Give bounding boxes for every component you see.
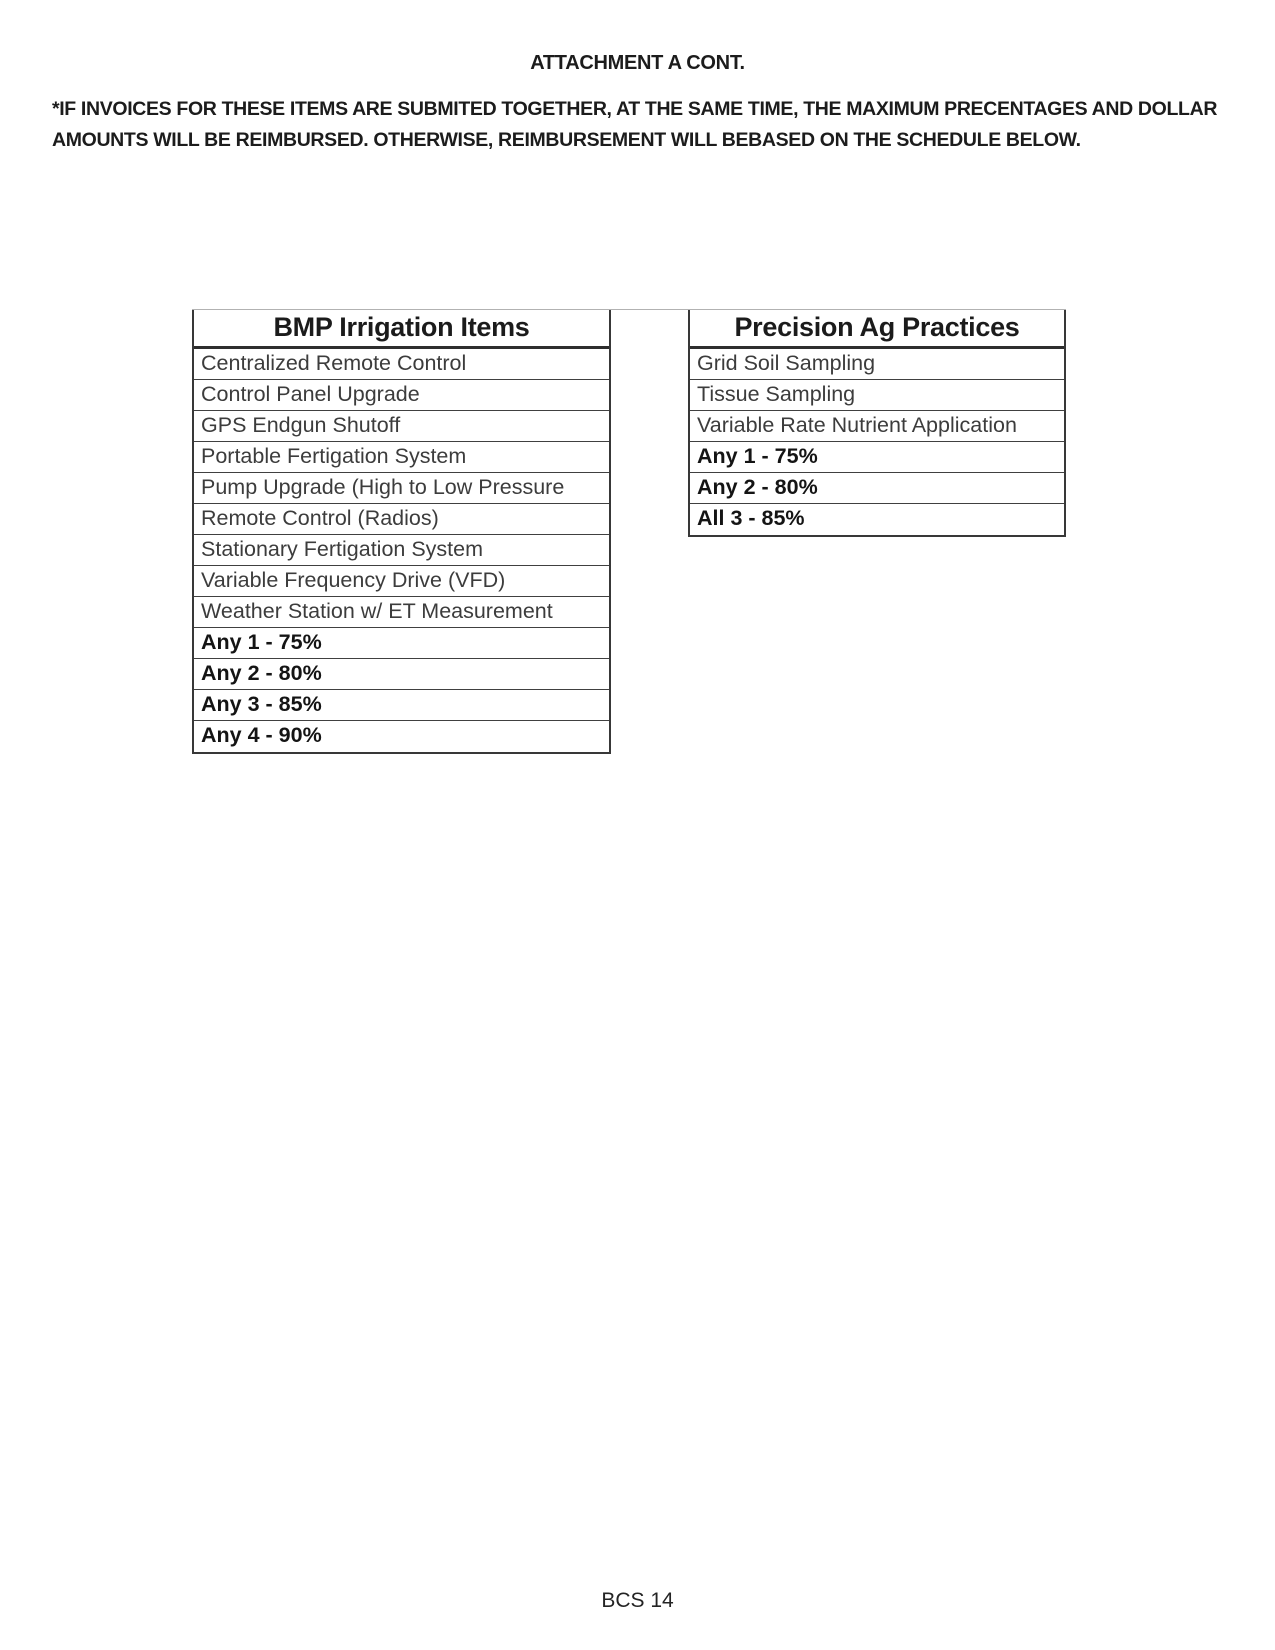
- table-row: Control Panel Upgrade: [194, 380, 609, 411]
- intro-paragraph: *IF INVOICES FOR THESE ITEMS ARE SUBMITED TOGETHER, AT THE SAME TIME, THE MAXIMUM PRECENTAGES AND DOLLAR AMOUNTS WILL BE REIMBURSED. OTHERWISE, REIMBURSEMENT WILL BEBASED ON THE SCHEDULE BELOW.: [52, 98, 1218, 151]
- table-row: Weather Station w/ ET Measurement: [194, 597, 609, 628]
- table-row: Remote Control (Radios): [194, 504, 609, 535]
- table-row: GPS Endgun Shutoff: [194, 411, 609, 442]
- table-row: Stationary Fertigation System: [194, 535, 609, 566]
- table-row-tier: Any 3 - 85%: [194, 690, 609, 721]
- table-row: Tissue Sampling: [690, 380, 1064, 411]
- bmp-table-header: BMP Irrigation Items: [194, 310, 609, 349]
- tables-region: [192, 309, 1066, 754]
- table-gap: [611, 310, 688, 320]
- table-row: Variable Frequency Drive (VFD): [194, 566, 609, 597]
- page-title: ATTACHMENT A CONT.: [530, 52, 745, 74]
- table-row-tier: Any 2 - 80%: [690, 473, 1064, 504]
- bmp-irrigation-table: [192, 310, 611, 754]
- precision-table-header: Precision Ag Practices: [690, 310, 1064, 349]
- precision-ag-table: [688, 310, 1066, 537]
- footer-page-label: BCS 14: [601, 1589, 674, 1612]
- table-row-tier: Any 4 - 90%: [201, 723, 322, 747]
- table-row: Pump Upgrade (High to Low Pressure: [194, 473, 609, 504]
- table-row-tier: All 3 - 85%: [697, 506, 805, 530]
- table-row: Grid Soil Sampling: [690, 349, 1064, 380]
- table-row: Variable Rate Nutrient Application: [690, 411, 1064, 442]
- table-row-tier: Any 1 - 75%: [194, 628, 609, 659]
- table-row: Portable Fertigation System: [194, 442, 609, 473]
- table-row: Centralized Remote Control: [194, 349, 609, 380]
- table-row-tier: Any 1 - 75%: [690, 442, 1064, 473]
- table-row-tier: Any 2 - 80%: [194, 659, 609, 690]
